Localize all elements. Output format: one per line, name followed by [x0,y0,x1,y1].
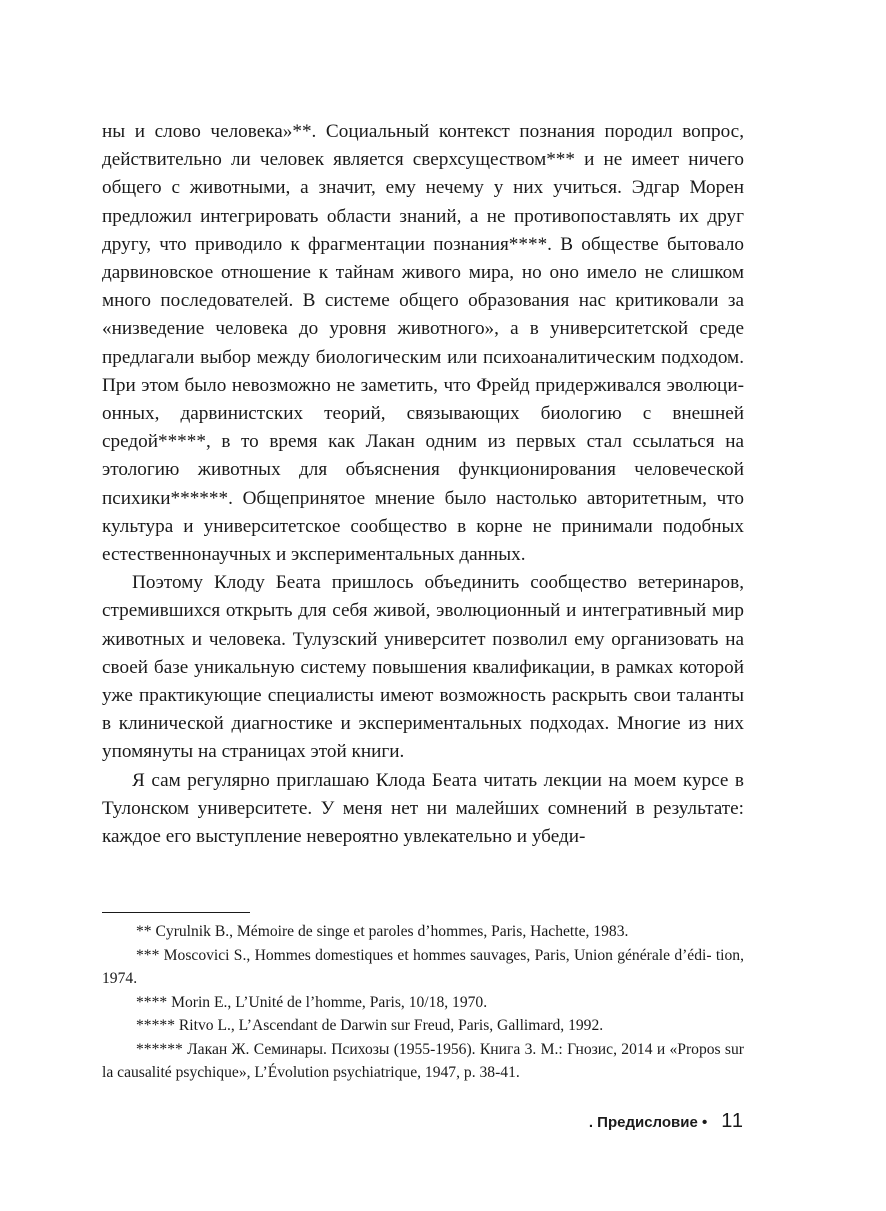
footnotes [102,920,744,1085]
page-number: 11 [721,1110,744,1132]
footnote-separator [102,912,250,913]
paragraph-2: Поэтому Клоду Беата пришлось объединить сообщество ветеринаров, стремившихся открыть для себя живой, эволюционный и интегративный мир животных и человека. Тулузский университет позволил ему организовать на своей базе уникальную систему повышения квалификации, в рамках которой уже практикующие специалисты имеют возможность раскрыть свои таланты в клинической диагностике и экспериментальных подходах. Многие из них упомянуты на страницах этой книги. [102,572,744,763]
paragraph-1: ны и слово человека»**. Социальный контекст познания породил вопрос, действительно ли человек является сверхсуществом*** и не имеет ничего общего с животными, а значит, ему нечему у них учиться. Эдгар Морен предложил интегрировать области знаний, а не противопоставлять их друг другу, что приводило к фрагментации познания****. В обществе бытовало дарвиновское отношение к тайнам живого мира, но оно имело не слишком много последователей. В системе общего образования нас критиковали за «низведение человека до уровня животного», а в университетской среде предлагали выбор между биологическим или психоаналитическим подходом. При этом было невозможно не заметить, что Фрейд придерживался эволюционных, дарвинистских теорий, связывающих биологию с внешней средой*****, в то время как Лакан одним из первых стал ссылаться на этологию животных для объяснения функционирования человеческой психики******. Общепринятое мнение было настолько авторитетным, что культура и университетское сообщество в корне не принимали подобных естественнонаучных и экспериментальных данных. [102,121,744,566]
footnote-3: **** Morin E., L’Unité de l’homme, Paris, 10/18, 1970. [136,993,488,1011]
paragraph-3: Я сам регулярно приглашаю Клода Беата читать лекции на моем курсе в Тулонском университете. У меня нет ни малейших сомнений в результате: каждое его выступление невероятно увлекательно и убеди- [102,769,744,848]
footnote-4: ***** Ritvo L., L’Ascendant de Darwin sur Freud, Paris, Gallimard, 1992. [136,1017,604,1034]
footnote-1: ** Cyrulnik B., Mémoire de singe et paroles d’hommes, Paris, Hachette, 1983. [136,923,629,940]
body-text [102,118,744,851]
page-footer [589,1110,744,1133]
running-footer-section: . Предисловие • [588,1114,708,1131]
footnote-2: *** Moscovici S., Hommes domestiques et hommes sauvages, Paris, Union générale d’édi- tion, 1974. [102,946,744,987]
footnote-5: ****** Лакан Ж. Семинары. Психозы (1955-1956). Книга 3. М.: Гнозис, 2014 и «Propos sur la causalité psychique», L’Évolution psychiatrique, 1947, p. 38-41. [102,1040,744,1081]
